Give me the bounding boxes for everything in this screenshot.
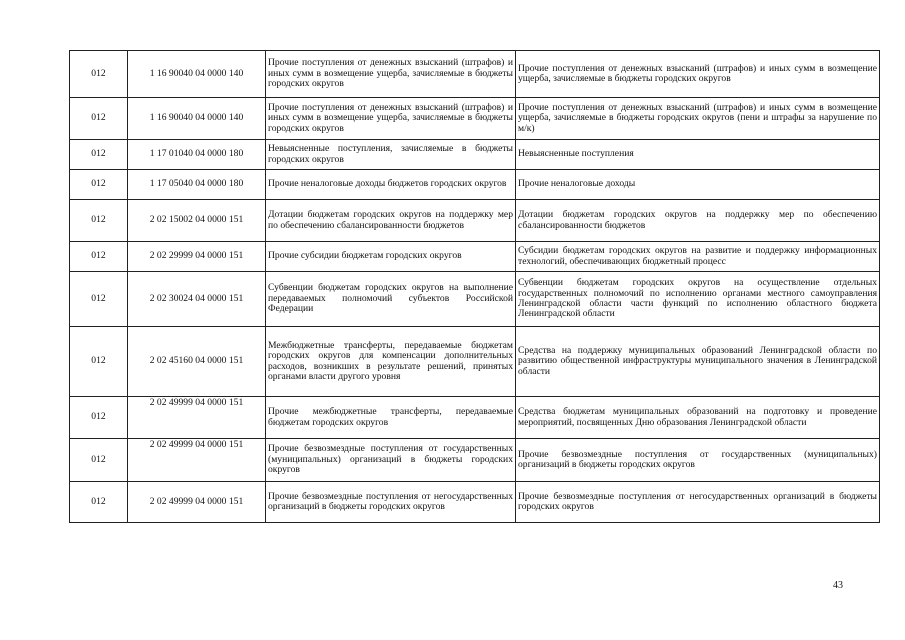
admin-code-cell: 012 <box>70 397 128 439</box>
budget-code-cell: 1 16 90040 04 0000 140 <box>128 51 266 98</box>
income-name-cell: Прочие поступления от денежных взысканий (штрафов) и иных сумм в возмещение ущерба, зачисляемые в бюджеты городских округов <box>266 51 516 98</box>
table-row <box>70 98 880 140</box>
income-description-cell: Средства бюджетам муниципальных образований на подготовку и проведение мероприятий, посвященных Дню образования Ленинградской области <box>516 397 880 439</box>
budget-code-cell: 2 02 45160 04 0000 151 <box>128 327 266 397</box>
income-name-cell: Невыясненные поступления, зачисляемые в бюджеты городских округов <box>266 140 516 170</box>
income-name-cell: Прочие субсидии бюджетам городских округов <box>266 242 516 272</box>
budget-code-cell: 2 02 49999 04 0000 151 <box>128 397 266 439</box>
income-description-cell: Прочие безвозмездные поступления от негосударственных организаций в бюджеты городских округов <box>516 482 880 523</box>
table-row <box>70 242 880 272</box>
income-description-cell: Прочие поступления от денежных взысканий (штрафов) и иных сумм в возмещение ущерба, зачисляемые в бюджеты городских округов <box>516 51 880 98</box>
income-description-cell: Дотации бюджетам городских округов на поддержку мер по обеспечению сбалансированности бюджетов <box>516 200 880 242</box>
table-row <box>70 397 880 439</box>
admin-code-cell: 012 <box>70 98 128 140</box>
budget-code-cell: 1 17 01040 04 0000 180 <box>128 140 266 170</box>
table-row <box>70 51 880 98</box>
income-name-cell: Прочие неналоговые доходы бюджетов городских округов <box>266 170 516 200</box>
income-description-cell: Субвенции бюджетам городских округов на осуществление отдельных государственных полномочий по исполнению органами местного самоуправления Ленинградской области части функций по исполнению областного бюджета Ленинградской области <box>516 272 880 327</box>
income-name-cell: Прочие межбюджетные трансферты, передаваемые бюджетам городских округов <box>266 397 516 439</box>
income-name-cell: Прочие безвозмездные поступления от негосударственных организаций в бюджеты городских округов <box>266 482 516 523</box>
budget-code-cell: 1 17 05040 04 0000 180 <box>128 170 266 200</box>
budget-code-cell: 2 02 49999 04 0000 151 <box>128 439 266 482</box>
income-codes-table <box>69 50 880 523</box>
income-name-cell: Субвенции бюджетам городских округов на выполнение передаваемых полномочий субъектов Российской Федерации <box>266 272 516 327</box>
income-description-cell: Прочие неналоговые доходы <box>516 170 880 200</box>
admin-code-cell: 012 <box>70 439 128 482</box>
admin-code-cell: 012 <box>70 140 128 170</box>
income-name-cell: Межбюджетные трансферты, передаваемые бюджетам городских округов для компенсации дополнительных расходов, возникших в результате решений, принятых органами власти другого уровня <box>266 327 516 397</box>
table-row <box>70 482 880 523</box>
income-name-cell: Прочие безвозмездные поступления от государственных (муниципальных) организаций в бюджеты городских округов <box>266 439 516 482</box>
page-number: 43 <box>833 580 843 591</box>
budget-code-cell: 1 16 90040 04 0000 140 <box>128 98 266 140</box>
table-row <box>70 140 880 170</box>
income-description-cell: Невыясненные поступления <box>516 140 880 170</box>
table-row <box>70 327 880 397</box>
budget-code-cell: 2 02 29999 04 0000 151 <box>128 242 266 272</box>
income-description-cell: Средства на поддержку муниципальных образований Ленинградской области по развитию общественной инфраструктуры муниципального значения в Ленинградской области <box>516 327 880 397</box>
admin-code-cell: 012 <box>70 327 128 397</box>
income-name-cell: Прочие поступления от денежных взысканий (штрафов) и иных сумм в возмещение ущерба, зачисляемые в бюджеты городских округов <box>266 98 516 140</box>
admin-code-cell: 012 <box>70 51 128 98</box>
table-row <box>70 200 880 242</box>
admin-code-cell: 012 <box>70 242 128 272</box>
admin-code-cell: 012 <box>70 482 128 523</box>
table-row <box>70 272 880 327</box>
table-row <box>70 439 880 482</box>
budget-code-cell: 2 02 30024 04 0000 151 <box>128 272 266 327</box>
income-name-cell: Дотации бюджетам городских округов на поддержку мер по обеспечению сбалансированности бюджетов <box>266 200 516 242</box>
budget-code-cell: 2 02 49999 04 0000 151 <box>128 482 266 523</box>
admin-code-cell: 012 <box>70 272 128 327</box>
admin-code-cell: 012 <box>70 200 128 242</box>
table-row <box>70 170 880 200</box>
budget-code-cell: 2 02 15002 04 0000 151 <box>128 200 266 242</box>
admin-code-cell: 012 <box>70 170 128 200</box>
income-description-cell: Прочие безвозмездные поступления от государственных (муниципальных) организаций в бюджеты городских округов <box>516 439 880 482</box>
income-description-cell: Субсидии бюджетам городских округов на развитие и поддержку информационных технологий, обеспечивающих бюджетный процесс <box>516 242 880 272</box>
income-description-cell: Прочие поступления от денежных взысканий (штрафов) и иных сумм в возмещение ущерба, зачисляемые в бюджеты городских округов (пени и штрафы за нарушение по м/к) <box>516 98 880 140</box>
